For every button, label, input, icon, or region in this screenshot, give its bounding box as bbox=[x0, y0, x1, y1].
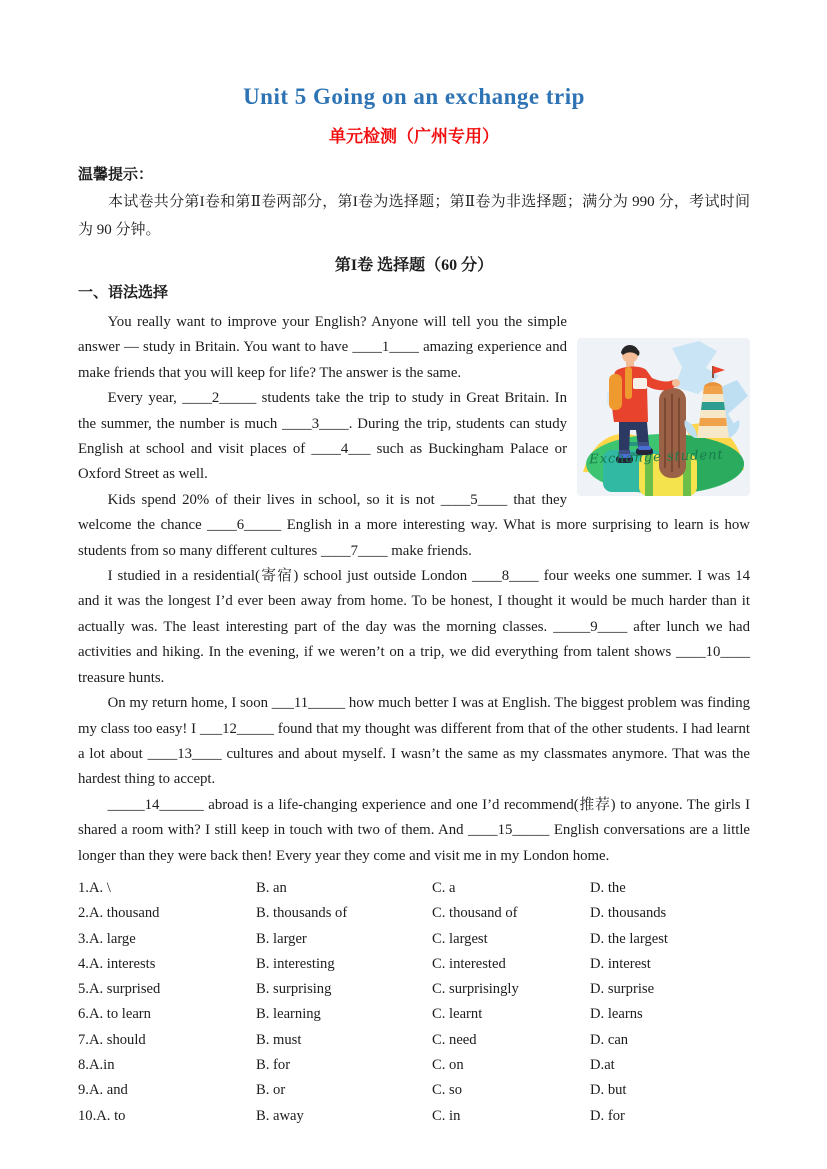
notice-block bbox=[78, 163, 750, 244]
option-9-b: B. or bbox=[256, 1082, 286, 1099]
option-3-a: 3.A. large bbox=[78, 930, 136, 947]
option-7-d: D. can bbox=[590, 1031, 629, 1048]
illustration-caption: Exchange student bbox=[588, 447, 725, 467]
part-heading: 一、语法选择 bbox=[78, 285, 169, 301]
exchange-student-drawing bbox=[577, 338, 750, 496]
option-4-c: C. interested bbox=[432, 955, 506, 972]
option-2-c: C. thousand of bbox=[432, 905, 518, 922]
option-8-b: B. for bbox=[256, 1057, 291, 1074]
notice-body: 本试卷共分第I卷和第Ⅱ卷两部分，第I卷为选择题；第Ⅱ卷为非选择题；满分为 990 分，考试时间为 90 分钟。 bbox=[78, 194, 750, 238]
passage-paragraph-6: _____14______ abroad is a life-changing experience and one I’d recommend(推荐) to anyone. The girls I shared a room with? I still keep in touch with two of them. And ____15_____ English conversations are a little longer than they were back then! Every year they come and visit me in my London home. bbox=[78, 796, 750, 864]
option-5-b: B. surprising bbox=[256, 981, 332, 998]
option-row-9 bbox=[78, 1078, 750, 1103]
option-5-c: C. surprisingly bbox=[432, 981, 519, 998]
option-1-d: D. the bbox=[590, 879, 626, 896]
option-10-d: D. for bbox=[590, 1107, 625, 1124]
option-5-a: 5.A. surprised bbox=[78, 981, 161, 998]
passage-paragraph-3: Kids spend 20% of their lives in school, so it is not ____5____ that they welcome the chance ____6_____ English in a more interesting way. What is more surprising to learn is how students from so many different cultures ____7____ make friends. bbox=[78, 491, 750, 559]
option-row-6 bbox=[78, 1002, 750, 1027]
passage-paragraph-5: On my return home, I soon ___11_____ how much better I was at English. The biggest problem was finding my class too easy! I ___12_____ found that my thought was different from that of the other students. I had learnt a lot about ____13____ cultures and about myself. I wasn’t the same as my classmates anymore. That was the hardest thing to accept. bbox=[78, 695, 750, 788]
option-2-a: 2.A. thousand bbox=[78, 905, 160, 922]
option-5-d: D. surprise bbox=[590, 981, 655, 998]
option-7-c: C. need bbox=[432, 1031, 477, 1048]
option-row-2 bbox=[78, 901, 750, 926]
option-4-a: 4.A. interests bbox=[78, 955, 156, 972]
option-row-8 bbox=[78, 1053, 750, 1078]
option-9-d: D. but bbox=[590, 1082, 627, 1099]
option-9-a: 9.A. and bbox=[78, 1082, 128, 1099]
option-10-b: B. away bbox=[256, 1107, 304, 1124]
option-7-b: B. must bbox=[256, 1031, 302, 1048]
exchange-student-illustration bbox=[577, 338, 750, 496]
option-1-a: 1.A. \ bbox=[78, 879, 111, 896]
option-10-c: C. in bbox=[432, 1107, 461, 1124]
option-8-a: 8.A.in bbox=[78, 1057, 115, 1074]
option-4-d: D. interest bbox=[590, 955, 651, 972]
option-3-d: D. the largest bbox=[590, 930, 668, 947]
passage-paragraph-2: Every year, ____2_____ students take the trip to study in Great Britain. In the summer, the number is much ____3____. During the trip, students can study English at school and visit places of ____4___ such as Buckingham Palace or Oxford Street as well. bbox=[78, 390, 567, 483]
cloze-passage bbox=[78, 310, 750, 869]
option-row-3 bbox=[78, 927, 750, 952]
option-row-4 bbox=[78, 952, 750, 977]
option-1-c: C. a bbox=[432, 879, 456, 896]
page-subtitle: 单元检测（广州专用） bbox=[329, 127, 499, 146]
options-grid bbox=[78, 876, 750, 1129]
option-3-b: B. larger bbox=[256, 930, 307, 947]
option-9-c: C. so bbox=[432, 1082, 463, 1099]
option-2-b: B. thousands of bbox=[256, 905, 348, 922]
option-7-a: 7.A. should bbox=[78, 1031, 146, 1048]
page-title: Unit 5 Going on an exchange trip bbox=[243, 84, 585, 109]
option-6-b: B. learning bbox=[256, 1006, 321, 1023]
option-4-b: B. interesting bbox=[256, 955, 335, 972]
option-10-a: 10.A. to bbox=[78, 1107, 126, 1124]
option-row-1 bbox=[78, 876, 750, 901]
option-row-5 bbox=[78, 977, 750, 1002]
passage-paragraph-4: I studied in a residential(寄宿) school just outside London ____8____ four weeks one summer. I was 14 and it was the longest I’d ever been away from home. To be honest, I thought it would be much harder than it actually was. The least interesting part of the day was the morning classes. _____9____ after lunch we had activities and hiking. In the evening, if we weren’t on a trip, we did everything from talent shows ____10____ treasure hunts. bbox=[78, 568, 750, 686]
option-6-d: D. learns bbox=[590, 1006, 643, 1023]
option-8-c: C. on bbox=[432, 1057, 464, 1074]
option-row-7 bbox=[78, 1028, 750, 1053]
notice-label: 温馨提示： bbox=[78, 167, 154, 183]
option-8-d: D.at bbox=[590, 1057, 615, 1074]
option-6-c: C. learnt bbox=[432, 1006, 483, 1023]
option-2-d: D. thousands bbox=[590, 905, 667, 922]
option-row-10 bbox=[78, 1104, 750, 1129]
option-3-c: C. largest bbox=[432, 930, 488, 947]
section-heading: 第I卷 选择题（60 分） bbox=[334, 257, 494, 274]
option-6-a: 6.A. to learn bbox=[78, 1006, 151, 1023]
option-1-b: B. an bbox=[256, 879, 287, 896]
passage-paragraph-1: You really want to improve your English? Anyone will tell you the simple answer — study in Britain. You want to have ____1____ amazing experience and make friends that you will keep for life? The answer is the same. bbox=[78, 314, 567, 381]
